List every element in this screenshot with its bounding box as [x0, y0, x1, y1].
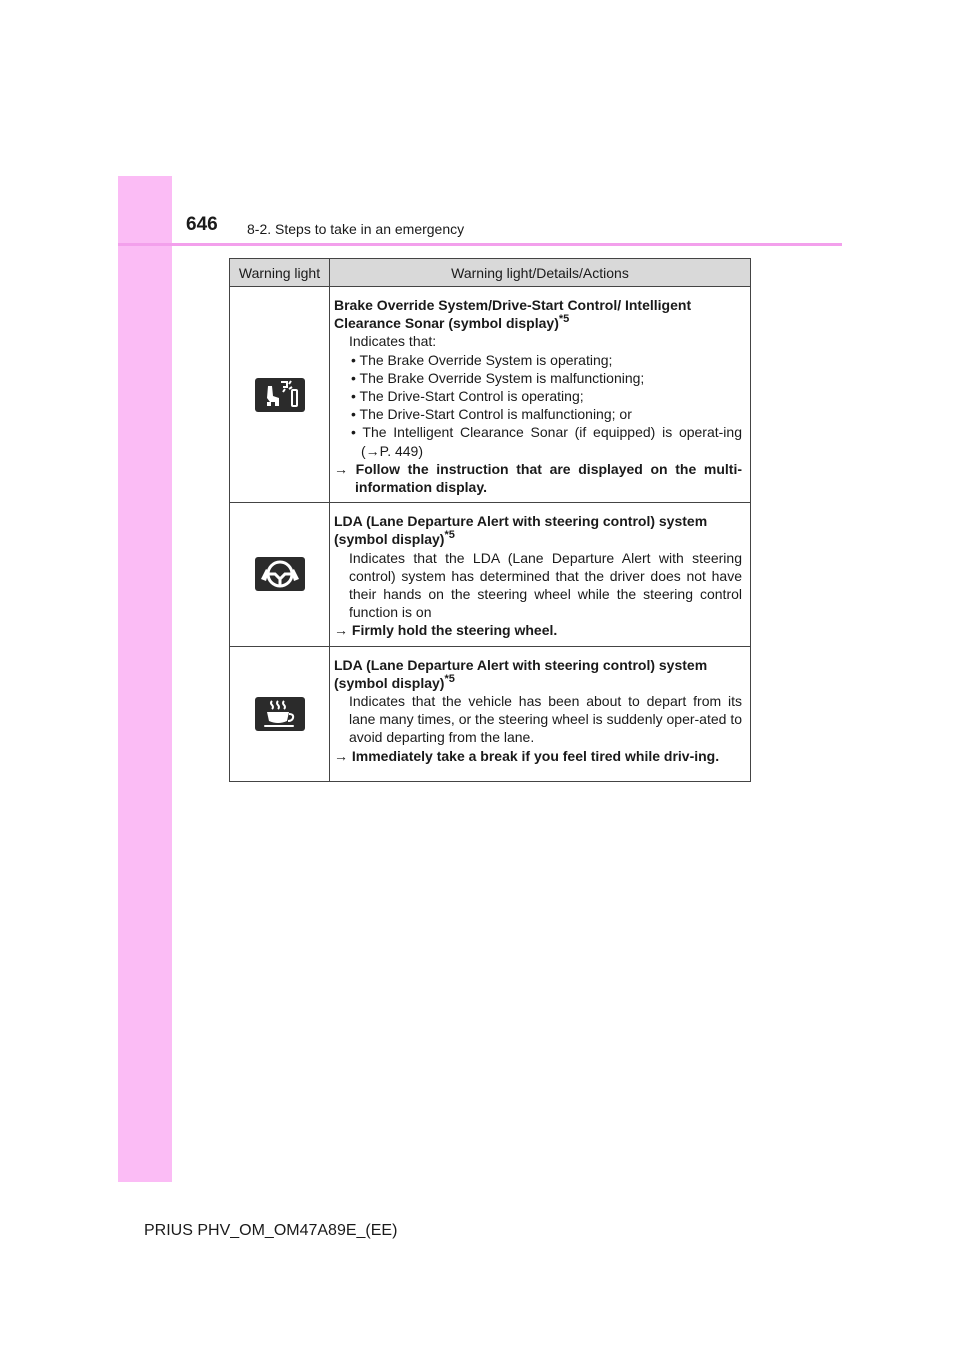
icon-cell — [230, 646, 330, 781]
list-item: • The Brake Override System is operating; — [351, 351, 613, 368]
icon-cell — [230, 503, 330, 646]
row-action: → Follow the instruction that are displayed on the multi-information display. — [334, 460, 742, 496]
row-title: LDA (Lane Departure Alert with steering control) system (symbol display)$^{*5}$ — [334, 656, 708, 691]
list-item: • The Intelligent Clearance Sonar (if equipped) is operat-ing (→P. 449) — [351, 424, 742, 459]
header-rule — [118, 243, 842, 246]
row-title: LDA (Lane Departure Alert with steering control) system (symbol display)$^{*5}$ — [334, 513, 708, 548]
row-intro: Indicates that the LDA (Lane Departure Alert with steering control) system has determined that the driver does not have their hands on the steering wheel while the steering control function is on — [349, 549, 742, 621]
coffee-cup-icon — [255, 697, 305, 731]
table-row — [230, 503, 751, 646]
page-number: 646 — [186, 214, 218, 235]
details-cell — [330, 646, 751, 781]
steering-wheel-hands-icon — [255, 557, 305, 591]
row-title: Brake Override System/Drive-Start Control/ Intelligent Clearance Sonar (symbol display)$^{*5}$ — [334, 297, 692, 332]
table-row — [230, 646, 751, 781]
warning-light-table — [229, 258, 751, 782]
column-header-details: Warning light/Details/Actions — [330, 259, 751, 287]
table-header-row — [230, 259, 751, 287]
details-cell — [330, 287, 751, 503]
row-action: → Firmly hold the steering wheel. — [334, 622, 558, 639]
list-item: • The Drive-Start Control is malfunctioning; or — [351, 406, 632, 423]
icon-cell — [230, 287, 330, 503]
row-intro: Indicates that: — [349, 333, 437, 350]
list-item: • The Brake Override System is malfunctioning; — [351, 369, 645, 386]
brake-override-seat-icon — [255, 378, 305, 412]
list-item: • The Drive-Start Control is operating; — [351, 388, 584, 405]
section-title: 8-2. Steps to take in an emergency — [247, 221, 465, 237]
row-action: → Immediately take a break if you feel tired while driv-ing. — [334, 747, 720, 764]
table-row — [230, 287, 751, 503]
details-cell — [330, 503, 751, 646]
side-tab-band — [118, 176, 172, 1182]
row-intro: Indicates that the vehicle has been about to depart from its lane many times, or the steering wheel is suddenly oper-ated to avoid departing from the lane. — [349, 693, 742, 746]
document-code: PRIUS PHV_OM_OM47A89E_(EE) — [144, 1222, 398, 1239]
column-header-warning-light: Warning light — [230, 259, 330, 287]
